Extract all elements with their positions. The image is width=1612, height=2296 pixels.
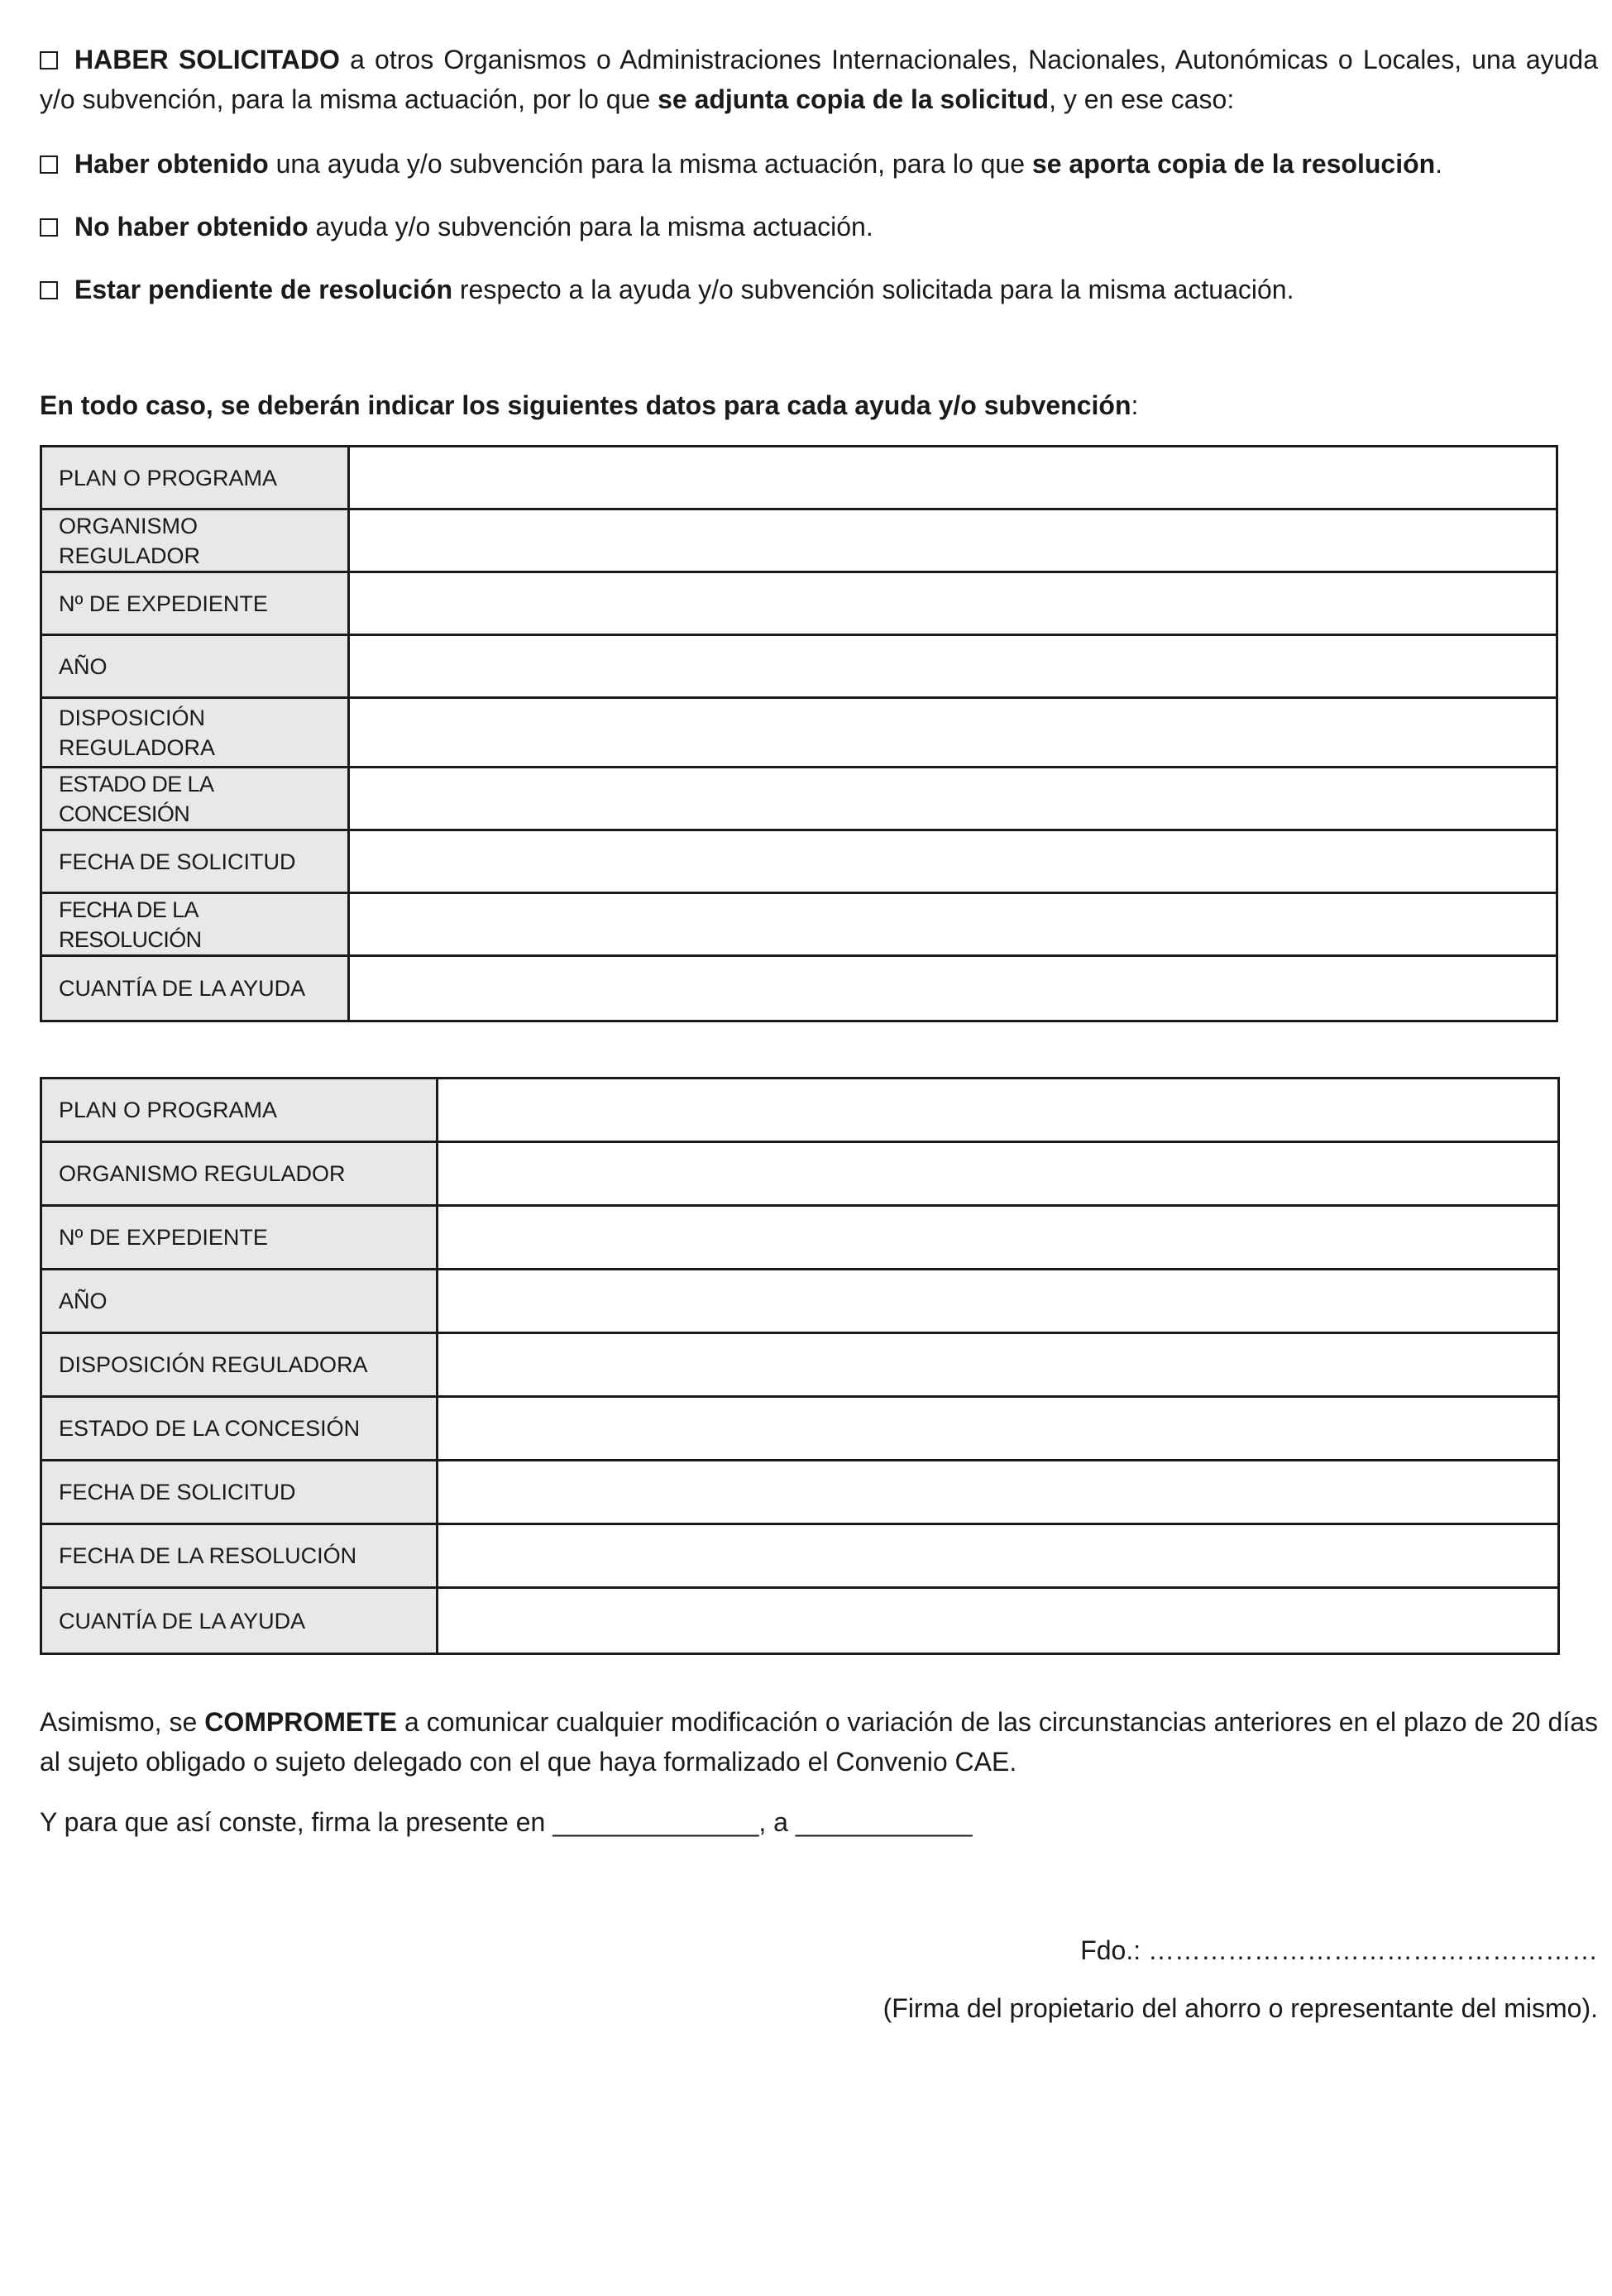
- instruction-bold: En todo caso, se deberán indicar los siguientes datos para cada ayuda y/o subvención: [40, 390, 1131, 420]
- table-row: [42, 447, 1556, 510]
- table-label: DISPOSICIÓN REGULADORA: [42, 699, 350, 766]
- option-text: una ayuda y/o subvención para la misma actuación, para lo que: [268, 149, 1032, 179]
- instruction-line: [40, 389, 1598, 422]
- table-value-field[interactable]: [438, 1398, 1557, 1459]
- table-label: Nº DE EXPEDIENTE: [42, 573, 350, 634]
- table-value-field[interactable]: [350, 636, 1556, 696]
- table-label: DISPOSICIÓN REGULADORA: [42, 1334, 438, 1395]
- table-label: ORGANISMO REGULADOR: [42, 510, 350, 571]
- table-row: [42, 1525, 1557, 1589]
- table-label: FECHA DE LA RESOLUCIÓN: [42, 894, 350, 954]
- option-bold-2: se aporta copia de la resolución: [1031, 149, 1436, 179]
- table-value-field[interactable]: [438, 1143, 1557, 1204]
- table-row: [42, 1398, 1557, 1461]
- intro-text-2: , y en ese caso:: [1049, 84, 1235, 114]
- table-row: [42, 573, 1556, 636]
- table-row: [42, 1079, 1557, 1143]
- intro-paragraph: [40, 40, 1598, 119]
- table-row: [42, 894, 1556, 957]
- signature-note: (Firma del propietario del ahorro o representante del mismo).: [883, 1993, 1598, 2023]
- option-bold: Haber obtenido: [74, 149, 269, 179]
- option-haber-obtenido: [40, 147, 1598, 180]
- table-row: [42, 636, 1556, 699]
- table-value-field[interactable]: [438, 1207, 1557, 1268]
- table-label: Nº DE EXPEDIENTE: [42, 1207, 438, 1268]
- table-label: FECHA DE SOLICITUD: [42, 831, 350, 892]
- option-tail: .: [1435, 149, 1443, 179]
- table-row: [42, 1334, 1557, 1398]
- table-value-field[interactable]: [350, 957, 1556, 1020]
- table-value-field[interactable]: [350, 768, 1556, 829]
- instruction-tail: :: [1131, 390, 1139, 420]
- table-label: AÑO: [42, 636, 350, 696]
- intro-bold-2: se adjunta copia de la solicitud: [658, 84, 1050, 114]
- table-value-field[interactable]: [350, 699, 1556, 766]
- table-row: [42, 1270, 1557, 1334]
- option-text: ayuda y/o subvención para la misma actuación.: [308, 212, 873, 242]
- table-label: ESTADO DE LA CONCESIÓN: [42, 1398, 438, 1459]
- table-row: [42, 957, 1556, 1020]
- table-value-field[interactable]: [438, 1334, 1557, 1395]
- table-value-field[interactable]: [350, 831, 1556, 892]
- checkbox-haber-obtenido[interactable]: [40, 155, 58, 174]
- table-value-field[interactable]: [350, 447, 1556, 508]
- checkbox-pendiente-resolucion[interactable]: [40, 281, 58, 299]
- table-row: [42, 1207, 1557, 1270]
- table-value-field[interactable]: [350, 573, 1556, 634]
- aid-table-1: [40, 445, 1558, 1022]
- intro-bold: HABER SOLICITADO: [74, 45, 340, 74]
- commitment-text-1: Asimismo, se: [40, 1707, 205, 1737]
- intro-text-1: a otros Organismos o Administraciones Internacionales, Nacionales, Autonómicas o Locales, una ayuda y/o subvención, para la misma actuación, por lo que: [40, 45, 1598, 114]
- table-row: [42, 699, 1556, 768]
- table-label: FECHA DE SOLICITUD: [42, 1461, 438, 1523]
- checkbox-haber-solicitado[interactable]: [40, 51, 58, 69]
- table-row: [42, 1589, 1557, 1653]
- option-bold: Estar pendiente de resolución: [74, 275, 452, 304]
- option-text: respecto a la ayuda y/o subvención solicitada para la misma actuación.: [452, 275, 1294, 304]
- table-value-field[interactable]: [350, 894, 1556, 954]
- commitment-paragraph: [40, 1702, 1598, 1782]
- table-value-field[interactable]: [438, 1079, 1557, 1141]
- table-label: PLAN O PROGRAMA: [42, 447, 350, 508]
- sign-place-line: Y para que así conste, firma la presente en ______________, a ____________: [40, 1807, 973, 1837]
- table-row: [42, 768, 1556, 831]
- table-value-field[interactable]: [438, 1270, 1557, 1332]
- option-bold: No haber obtenido: [74, 212, 309, 242]
- table-value-field[interactable]: [438, 1525, 1557, 1586]
- aid-table-2: [40, 1077, 1560, 1655]
- table-label: CUANTÍA DE LA AYUDA: [42, 1589, 438, 1653]
- commitment-text-2: a comunicar cualquier modificación o variación de las circunstancias anteriores en el plazo de 20 días al sujeto obligado o sujeto delegado con el que haya formalizado el Convenio CAE.: [40, 1707, 1599, 1777]
- table-label: PLAN O PROGRAMA: [42, 1079, 438, 1141]
- table-value-field[interactable]: [350, 510, 1556, 571]
- table-row: [42, 1461, 1557, 1525]
- table-label: AÑO: [42, 1270, 438, 1332]
- table-label: FECHA DE LA RESOLUCIÓN: [42, 1525, 438, 1586]
- checkbox-no-haber-obtenido[interactable]: [40, 218, 58, 237]
- table-value-field[interactable]: [438, 1461, 1557, 1523]
- table-value-field[interactable]: [438, 1589, 1557, 1653]
- table-row: [42, 1143, 1557, 1207]
- table-row: [42, 831, 1556, 894]
- table-label: ORGANISMO REGULADOR: [42, 1143, 438, 1204]
- option-no-haber-obtenido: [40, 210, 1598, 243]
- table-row: [42, 510, 1556, 573]
- table-label: CUANTÍA DE LA AYUDA: [42, 957, 350, 1020]
- option-pendiente-resolucion: [40, 273, 1598, 306]
- commitment-bold: COMPROMETE: [204, 1707, 398, 1737]
- table-label: ESTADO DE LA CONCESIÓN: [42, 768, 350, 829]
- signature-line: Fdo.: ……………………………………………: [1080, 1935, 1598, 1965]
